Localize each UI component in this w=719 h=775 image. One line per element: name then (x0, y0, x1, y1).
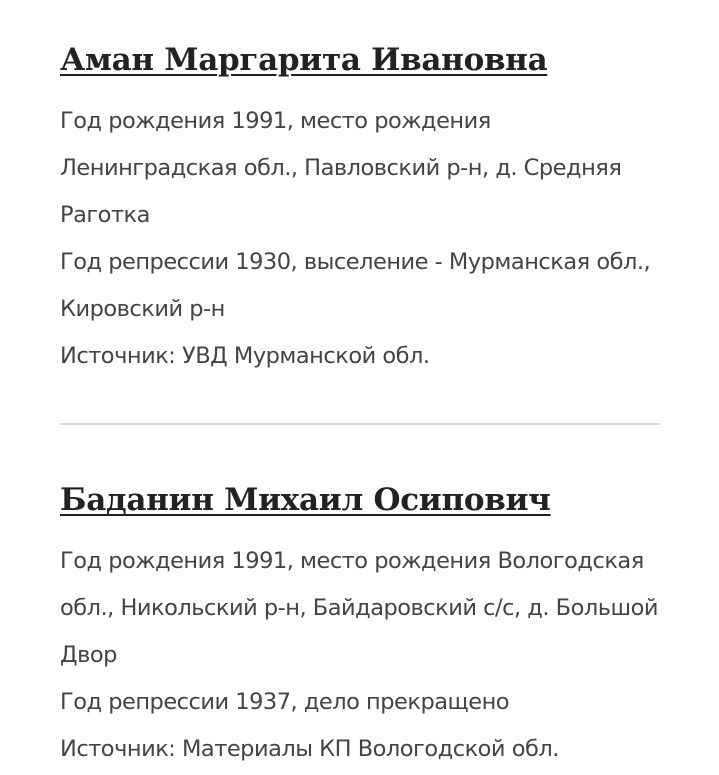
person-name-link[interactable]: Аман Маргарита Ивановна (60, 42, 548, 78)
person-entry (60, 38, 670, 380)
person-name-link[interactable]: Баданин Михаил Осипович (60, 482, 551, 518)
person-details (60, 98, 670, 380)
birth-info: Год рождения 1991, место рождения Ленинградская обл., Павловский р-н, д. Средняя Раготка (60, 108, 622, 228)
entry-divider (60, 423, 660, 425)
repression-info: Год репрессии 1937, дело прекращено (60, 689, 510, 715)
person-entry (60, 478, 670, 773)
source-info: Источник: УВД Мурманской обл. (60, 343, 430, 369)
repression-info: Год репрессии 1930, выселение - Мурманская обл., Кировский р-н (60, 249, 651, 322)
source-info: Источник: Материалы КП Вологодской обл. (60, 736, 559, 762)
birth-info: Год рождения 1991, место рождения Вологодская обл., Никольский р-н, Байдаровский с/с, д. Большой Двор (60, 548, 658, 668)
person-details (60, 538, 670, 773)
